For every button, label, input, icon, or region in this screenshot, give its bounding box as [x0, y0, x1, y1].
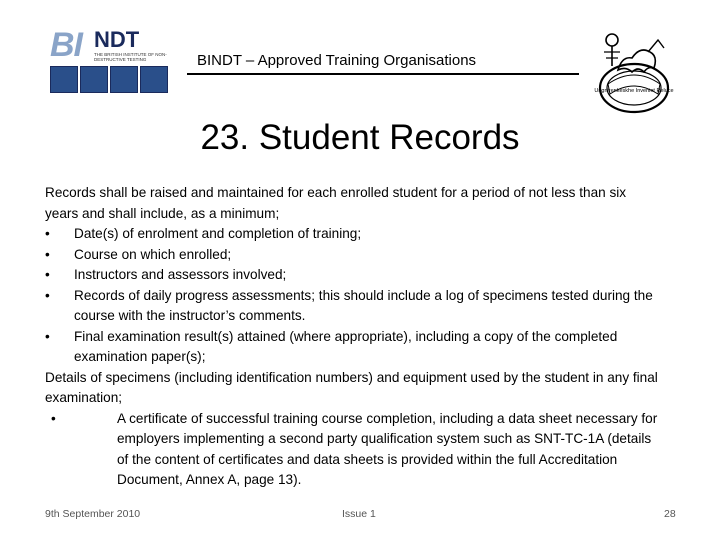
bullet-marker: •	[45, 267, 50, 282]
bullet-marker: •	[45, 328, 50, 344]
list-item-text: Records of daily progress assessments; this should include a log of specimens tested during the course with the instructor’s comments.	[74, 287, 653, 323]
header-title: BINDT – Approved Training Organisations	[197, 52, 477, 69]
footer-issue: Issue 1	[342, 508, 376, 520]
list-item	[45, 327, 660, 368]
bindt-logo	[50, 26, 178, 96]
logo-tile-atom	[50, 66, 78, 93]
footer-date: 9th September 2010	[45, 508, 141, 520]
logo-tile-gear	[140, 66, 168, 93]
slide-title: 23. Student Records	[200, 118, 520, 157]
bullet-marker: •	[45, 287, 50, 303]
list-item	[45, 224, 660, 245]
bullet-marker: •	[45, 226, 50, 241]
details-paragraph: Details of specimens (including identification numbers) and equipment used by the student in any final examination;	[45, 369, 658, 405]
logo-tile-wave	[80, 66, 108, 93]
logo-ndt-text: NDT	[94, 27, 140, 52]
header-underline	[187, 73, 579, 75]
list-item-text: Final examination result(s) attained (where appropriate), including a copy of the completed examination paper(s);	[74, 328, 618, 364]
list-item-text: Course on which enrolled;	[74, 246, 232, 262]
logo-tiles	[50, 66, 168, 93]
list-item	[45, 286, 660, 327]
bullet-marker: •	[45, 246, 50, 262]
logo-tile-signal	[110, 66, 138, 93]
list-item-text: Date(s) of enrolment and completion of training;	[74, 226, 362, 241]
list-item-text: Instructors and assessors involved;	[74, 267, 287, 282]
list-item-text: A certificate of successful training course completion, including a data sheet necessary for employers implementing a second party qualification system such as SNT-TC-1A (details of the content of certificates and data sheets is provided within the full Accreditation Document, Annex A, page 13).	[117, 410, 658, 487]
slide-body	[45, 183, 660, 491]
bullet-marker: •	[51, 410, 56, 426]
footer-page-number: 28	[664, 508, 676, 520]
logo-subtitle: THE BRITISH INSTITUTE OF NON-DESTRUCTIVE TESTING	[94, 52, 167, 62]
intro-paragraph: Records shall be raised and maintained for each enrolled student for a period of not less than six years and shall include, as a minimum;	[45, 185, 627, 221]
crest-emblem	[588, 26, 680, 118]
logo-bi-text: BI	[50, 26, 82, 64]
list-item-certificate	[45, 409, 660, 491]
list-item	[45, 265, 660, 286]
list-item	[45, 245, 660, 266]
crest-motto: Ungnirenkeskhe Inveniet Reluce	[594, 88, 674, 94]
